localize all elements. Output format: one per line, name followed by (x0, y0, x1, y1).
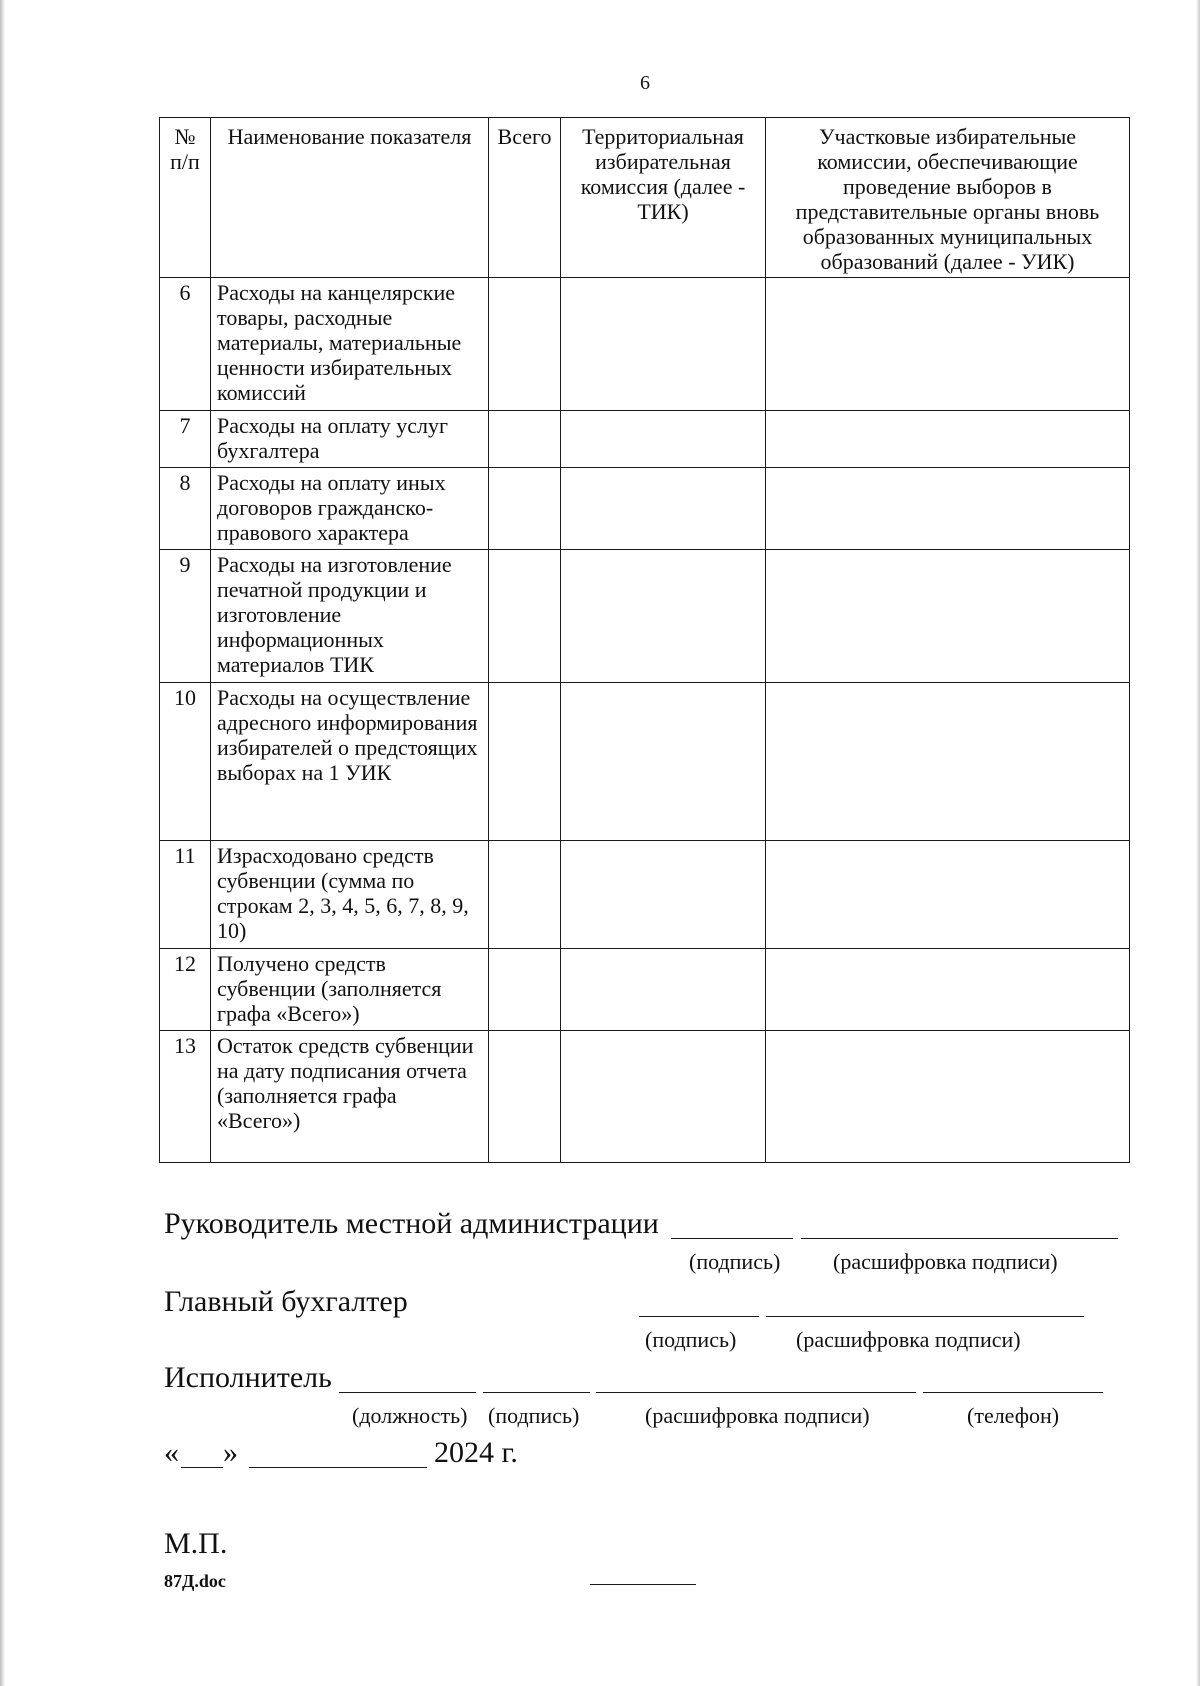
executor-position-caption: (должность) (352, 1403, 468, 1428)
header-uik: Участковые избирательные комиссии, обеспечивающие проведение выборов в представительные органы вновь образованных муниципальных образований (далее - УИК) (766, 118, 1130, 278)
executor-label: Исполнитель (164, 1361, 332, 1394)
row-indicator-name: Расходы на оплату иных договоров гражданско-правового характера (211, 468, 489, 550)
cell-total (489, 949, 561, 1031)
cell-uik (766, 278, 1130, 411)
cell-total (489, 683, 561, 841)
cell-uik (766, 841, 1130, 949)
chief-accountant-label: Главный бухгалтер (164, 1285, 408, 1318)
cell-total (489, 1031, 561, 1163)
head-signature-line[interactable] (671, 1238, 793, 1239)
header-tik: Территориальная избирательная комиссия (далее - ТИК) (561, 118, 766, 278)
date-open-quote: « (164, 1436, 179, 1469)
cell-tik (561, 841, 766, 949)
header-total: Всего (489, 118, 561, 278)
date-day-line[interactable] (181, 1467, 223, 1468)
scan-edge-right (1196, 0, 1200, 1686)
executor-phone-caption: (телефон) (967, 1403, 1060, 1428)
scan-edge-left (0, 0, 5, 1686)
stamp-place-label: М.П. (164, 1527, 228, 1560)
cell-uik (766, 550, 1130, 683)
row-indicator-name: Получено средств субвенции (заполняется графа «Всего») (211, 949, 489, 1031)
executor-phone-line[interactable] (923, 1392, 1103, 1393)
executor-signature-caption: (подпись) (488, 1403, 580, 1428)
cell-tik (561, 949, 766, 1031)
cell-total (489, 841, 561, 949)
row-indicator-name: Израсходовано средств субвенции (сумма по строкам 2, 3, 4, 5, 6, 7, 8, 9, 10) (211, 841, 489, 949)
cell-tik (561, 468, 766, 550)
row-number: 6 (160, 278, 211, 411)
table-row (160, 550, 1130, 683)
cell-uik (766, 683, 1130, 841)
table-row (160, 468, 1130, 550)
cell-tik (561, 683, 766, 841)
head-signature-caption: (подпись) (689, 1249, 781, 1274)
cell-tik (561, 278, 766, 411)
table-row (160, 683, 1130, 841)
table-row (160, 1031, 1130, 1163)
cell-total (489, 411, 561, 468)
row-number: 13 (160, 1031, 211, 1163)
row-number: 12 (160, 949, 211, 1031)
cell-uik (766, 468, 1130, 550)
report-table (159, 117, 1130, 1163)
row-indicator-name: Расходы на оплату услуг бухгалтера (211, 411, 489, 468)
accountant-decoding-caption: (расшифровка подписи) (796, 1327, 1021, 1352)
cell-uik (766, 1031, 1130, 1163)
head-decoding-caption: (расшифровка подписи) (833, 1249, 1058, 1274)
cell-tik (561, 411, 766, 468)
row-indicator-name: Остаток средств субвенции на дату подписания отчета (заполняется графа «Всего») (211, 1031, 489, 1163)
row-indicator-name: Расходы на изготовление печатной продукции и изготовление информационных материалов ТИК (211, 550, 489, 683)
cell-uik (766, 411, 1130, 468)
accountant-decoding-line[interactable] (766, 1316, 1084, 1317)
header-indicator-name: Наименование показателя (211, 118, 489, 278)
accountant-signature-caption: (подпись) (645, 1327, 737, 1352)
executor-decoding-caption: (расшифровка подписи) (645, 1403, 870, 1428)
row-indicator-name: Расходы на осуществление адресного информирования избирателей о предстоящих выборах на 1 УИК (211, 683, 489, 841)
head-decoding-line[interactable] (801, 1238, 1118, 1239)
executor-position-line[interactable] (339, 1392, 476, 1393)
row-number: 7 (160, 411, 211, 468)
table-row (160, 949, 1130, 1031)
date-month-line[interactable] (249, 1467, 427, 1468)
accountant-signature-line[interactable] (639, 1316, 759, 1317)
table-header-row (160, 118, 1130, 278)
row-number: 10 (160, 683, 211, 841)
head-of-administration-label: Руководитель местной администрации (164, 1207, 659, 1240)
row-number: 9 (160, 550, 211, 683)
row-indicator-name: Расходы на канцелярские товары, расходные материалы, материальные ценности избирательных комиссий (211, 278, 489, 411)
footer-file-name: 87Д.doc (164, 1571, 226, 1591)
row-number: 8 (160, 468, 211, 550)
row-number: 11 (160, 841, 211, 949)
table-row (160, 278, 1130, 411)
executor-decoding-line[interactable] (596, 1392, 916, 1393)
cell-tik (561, 550, 766, 683)
executor-signature-line[interactable] (483, 1392, 590, 1393)
date-year: 2024 г. (434, 1436, 518, 1469)
header-number: № п/п (160, 118, 211, 278)
cell-total (489, 468, 561, 550)
date-close-quote: » (223, 1436, 238, 1469)
page-number: 6 (640, 72, 650, 94)
closing-divider (590, 1584, 696, 1585)
cell-total (489, 278, 561, 411)
table-row (160, 411, 1130, 468)
cell-total (489, 550, 561, 683)
table-row (160, 841, 1130, 949)
cell-uik (766, 949, 1130, 1031)
cell-tik (561, 1031, 766, 1163)
